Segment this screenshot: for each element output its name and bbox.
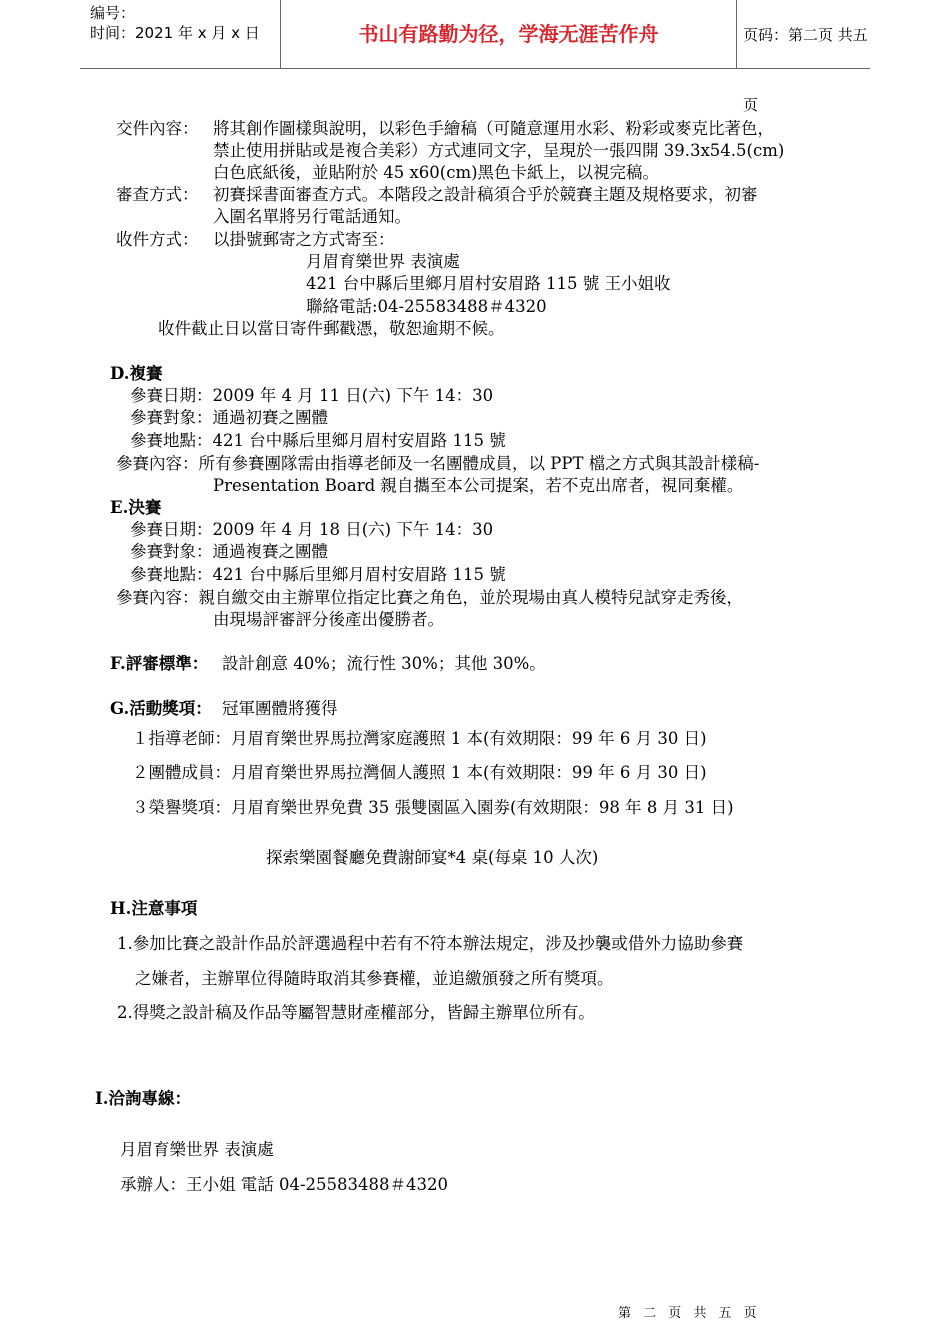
criteria-heading: F.評審標準： <box>110 654 209 673</box>
semi-date: 參賽日期：2009 年 4 月 11 日(六) 下午 14：30 <box>130 386 494 405</box>
review-label: 審查方式： <box>116 185 199 204</box>
semi-final-heading: D.複賽 <box>110 364 163 383</box>
receive-label: 收件方式： <box>116 230 199 249</box>
final-content-2: 由現場評審評分後產出優勝者。 <box>213 610 444 629</box>
receive-address-2: 421 台中縣后里鄉月眉村安眉路 115 號 王小姐收 <box>306 274 671 293</box>
review-line-1: 初賽採書面審查方式。本階段之設計稿須合乎於競賽主題及規格要求，初審 <box>213 185 758 204</box>
review-line-2: 入圍名單將另行電話通知。 <box>213 207 411 226</box>
award-item-1: １指導老師：月眉育樂世界馬拉灣家庭護照 1 本(有效期限：99 年 6 月 30 日) <box>132 729 707 748</box>
motto: 书山有路勤为径，学海无涯苦作舟 <box>358 22 659 46</box>
final-target: 參賽對象：通過複賽之團體 <box>130 542 328 561</box>
docs-line-3: 白色底紙後，並貼附於 45 x60(cm)黑色卡紙上，以視完稿。 <box>213 163 660 182</box>
semi-content-2: Presentation Board 親自攜至本公司提案，若不克出席者，視同棄權。 <box>213 476 744 495</box>
contact-org: 月眉育樂世界 表演處 <box>120 1140 274 1159</box>
final-heading: E.決賽 <box>110 498 162 517</box>
award-item-2: ２團體成員：月眉育樂世界馬拉灣個人護照 1 本(有效期限：99 年 6 月 30 日) <box>132 763 707 782</box>
semi-target: 參賽對象：通過初賽之團體 <box>130 408 328 427</box>
awards-intro: 冠軍團體將獲得 <box>222 699 338 718</box>
page-footer: 第 二 页 共 五 页 <box>618 1306 761 1321</box>
semi-content-1: 參賽內容：所有參賽團隊需由指導老師及一名團體成員，以 PPT 檔之方式與其設計樣稿- <box>116 454 760 473</box>
final-date: 參賽日期：2009 年 4 月 18 日(六) 下午 14：30 <box>130 520 494 539</box>
header-motto-cell <box>280 0 737 68</box>
note-item-1a: 1.參加比賽之設計作品於評選過程中若有不符本辦法規定，涉及抄襲或借外力協助參賽 <box>117 934 744 953</box>
contact-heading: I.洽詢專線： <box>95 1089 191 1108</box>
number-label: 编号： <box>90 4 136 22</box>
docs-line-1: 將其創作圖樣與說明，以彩色手繪稿（可隨意運用水彩、粉彩或麥克比著色， <box>213 119 774 138</box>
note-item-1b: 之嫌者，主辦單位得隨時取消其參賽權，並追繳頒發之所有獎項。 <box>135 969 614 988</box>
receive-line-1: 以掛號郵寄之方式寄至： <box>213 230 395 249</box>
time-label: 时间：2021 年 x 月 x 日 <box>90 24 260 42</box>
receive-address-1: 月眉育樂世界 表演處 <box>306 252 460 271</box>
semi-venue: 參賽地點：421 台中縣后里鄉月眉村安眉路 115 號 <box>130 431 506 450</box>
page-header <box>80 0 870 114</box>
header-meta <box>80 0 280 68</box>
award-item-3: ３榮譽獎項：月眉育樂世界免費 35 張雙園區入園劵(有效期限：98 年 8 月 31 日) <box>132 798 734 817</box>
award-item-4: 探索樂園餐廳免費謝師宴*4 桌(每桌 10 人次) <box>266 848 599 867</box>
docs-line-2: 禁止使用拼貼或是複合美彩）方式連同文字，呈現於一張四開 39.3x54.5(cm) <box>213 141 785 160</box>
header-page-cell <box>735 0 870 114</box>
criteria-text: 設計創意 40%；流行性 30%；其他 30%。 <box>222 654 546 673</box>
final-content-1: 參賽內容：親自繳交由主辦單位指定比賽之角色，並於現場由真人模特兒試穿走秀後， <box>116 588 743 607</box>
note-item-2: 2.得獎之設計稿及作品等屬智慧財產權部分，皆歸主辦單位所有。 <box>117 1003 595 1022</box>
docs-label: 交件內容： <box>116 119 199 138</box>
receive-deadline: 收件截止日以當日寄件郵戳憑，敬恕逾期不候。 <box>158 319 505 338</box>
final-venue: 參賽地點：421 台中縣后里鄉月眉村安眉路 115 號 <box>130 565 506 584</box>
awards-heading: G.活動獎項： <box>110 699 212 718</box>
contact-person: 承辦人：王小姐 電話 04-25583488＃4320 <box>120 1175 449 1194</box>
notes-heading: H.注意事項 <box>110 899 198 918</box>
receive-phone: 聯絡電話:04-25583488＃4320 <box>306 297 547 316</box>
page-code: 页码：第二页 共五页 <box>743 26 868 114</box>
